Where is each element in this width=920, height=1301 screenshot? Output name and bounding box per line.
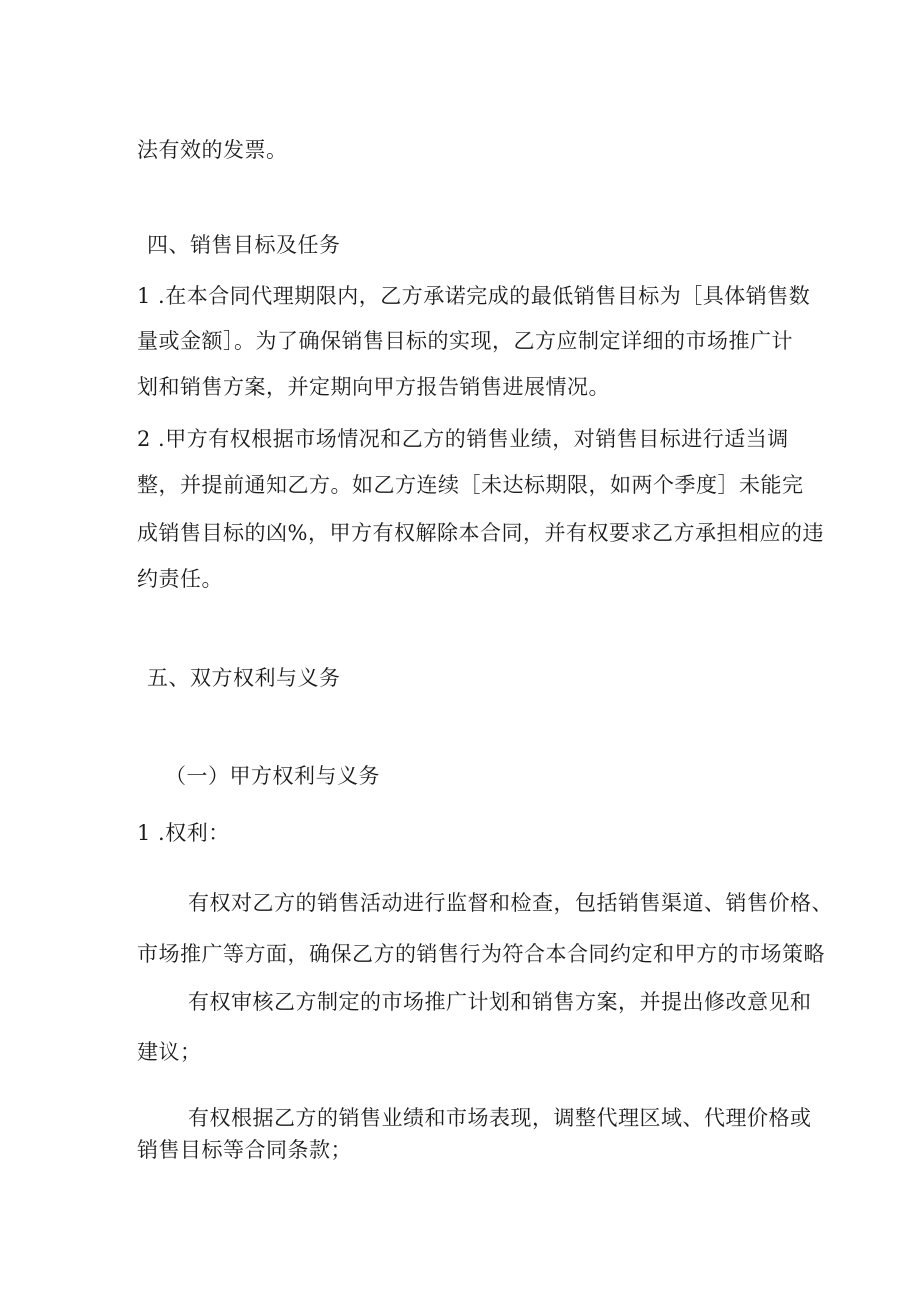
clause-4-1-line: 量或金额］。为了确保销售目标的实现，乙方应制定详细的市场推广计 [137, 329, 793, 353]
rights-item-line: 销售目标等合同条款； [137, 1138, 352, 1162]
clause-4-1-line: 划和销售方案，并定期向甲方报告销售进展情况。 [137, 375, 610, 399]
rights-item-line: 有权审核乙方制定的市场推广计划和销售方案，并提出修改意见和 [188, 990, 812, 1014]
clause-4-2-line: 成销售目标的凶%，甲方有权解除本合同，并有权要求乙方承担相应的违 [137, 521, 824, 545]
clause-4-2-line: 整，并提前通知乙方。如乙方连续［未达标期限，如两个季度］未能完 [137, 473, 804, 497]
rights-item-line: 有权根据乙方的销售业绩和市场表现，调整代理区域、代理价格或 [188, 1106, 812, 1130]
paragraph-line: 法有效的发票。 [137, 138, 288, 162]
rights-item-line: 有权对乙方的销售活动进行监督和检查，包括销售渠道、销售价格、 [188, 891, 833, 915]
clause-4-2-line: 2 .甲方有权根据市场情况和乙方的销售业绩，对销售目标进行适当调 [137, 427, 789, 451]
section-heading-4: 四、销售目标及任务 [147, 233, 341, 257]
rights-item-line: 市场推广等方面，确保乙方的销售行为符合本合同约定和甲方的市场策略 [137, 942, 825, 966]
rights-item-line: 建议； [137, 1040, 202, 1064]
clause-4-2-line: 约责任。 [137, 567, 223, 591]
rights-heading: 1 .权利： [137, 821, 230, 845]
subsection-heading-party-a: （一）甲方权利与义务 [165, 764, 380, 788]
section-heading-5: 五、双方权利与义务 [147, 666, 341, 690]
clause-4-1-line: 1 .在本合同代理期限内，乙方承诺完成的最低销售目标为［具体销售数 [137, 284, 811, 308]
